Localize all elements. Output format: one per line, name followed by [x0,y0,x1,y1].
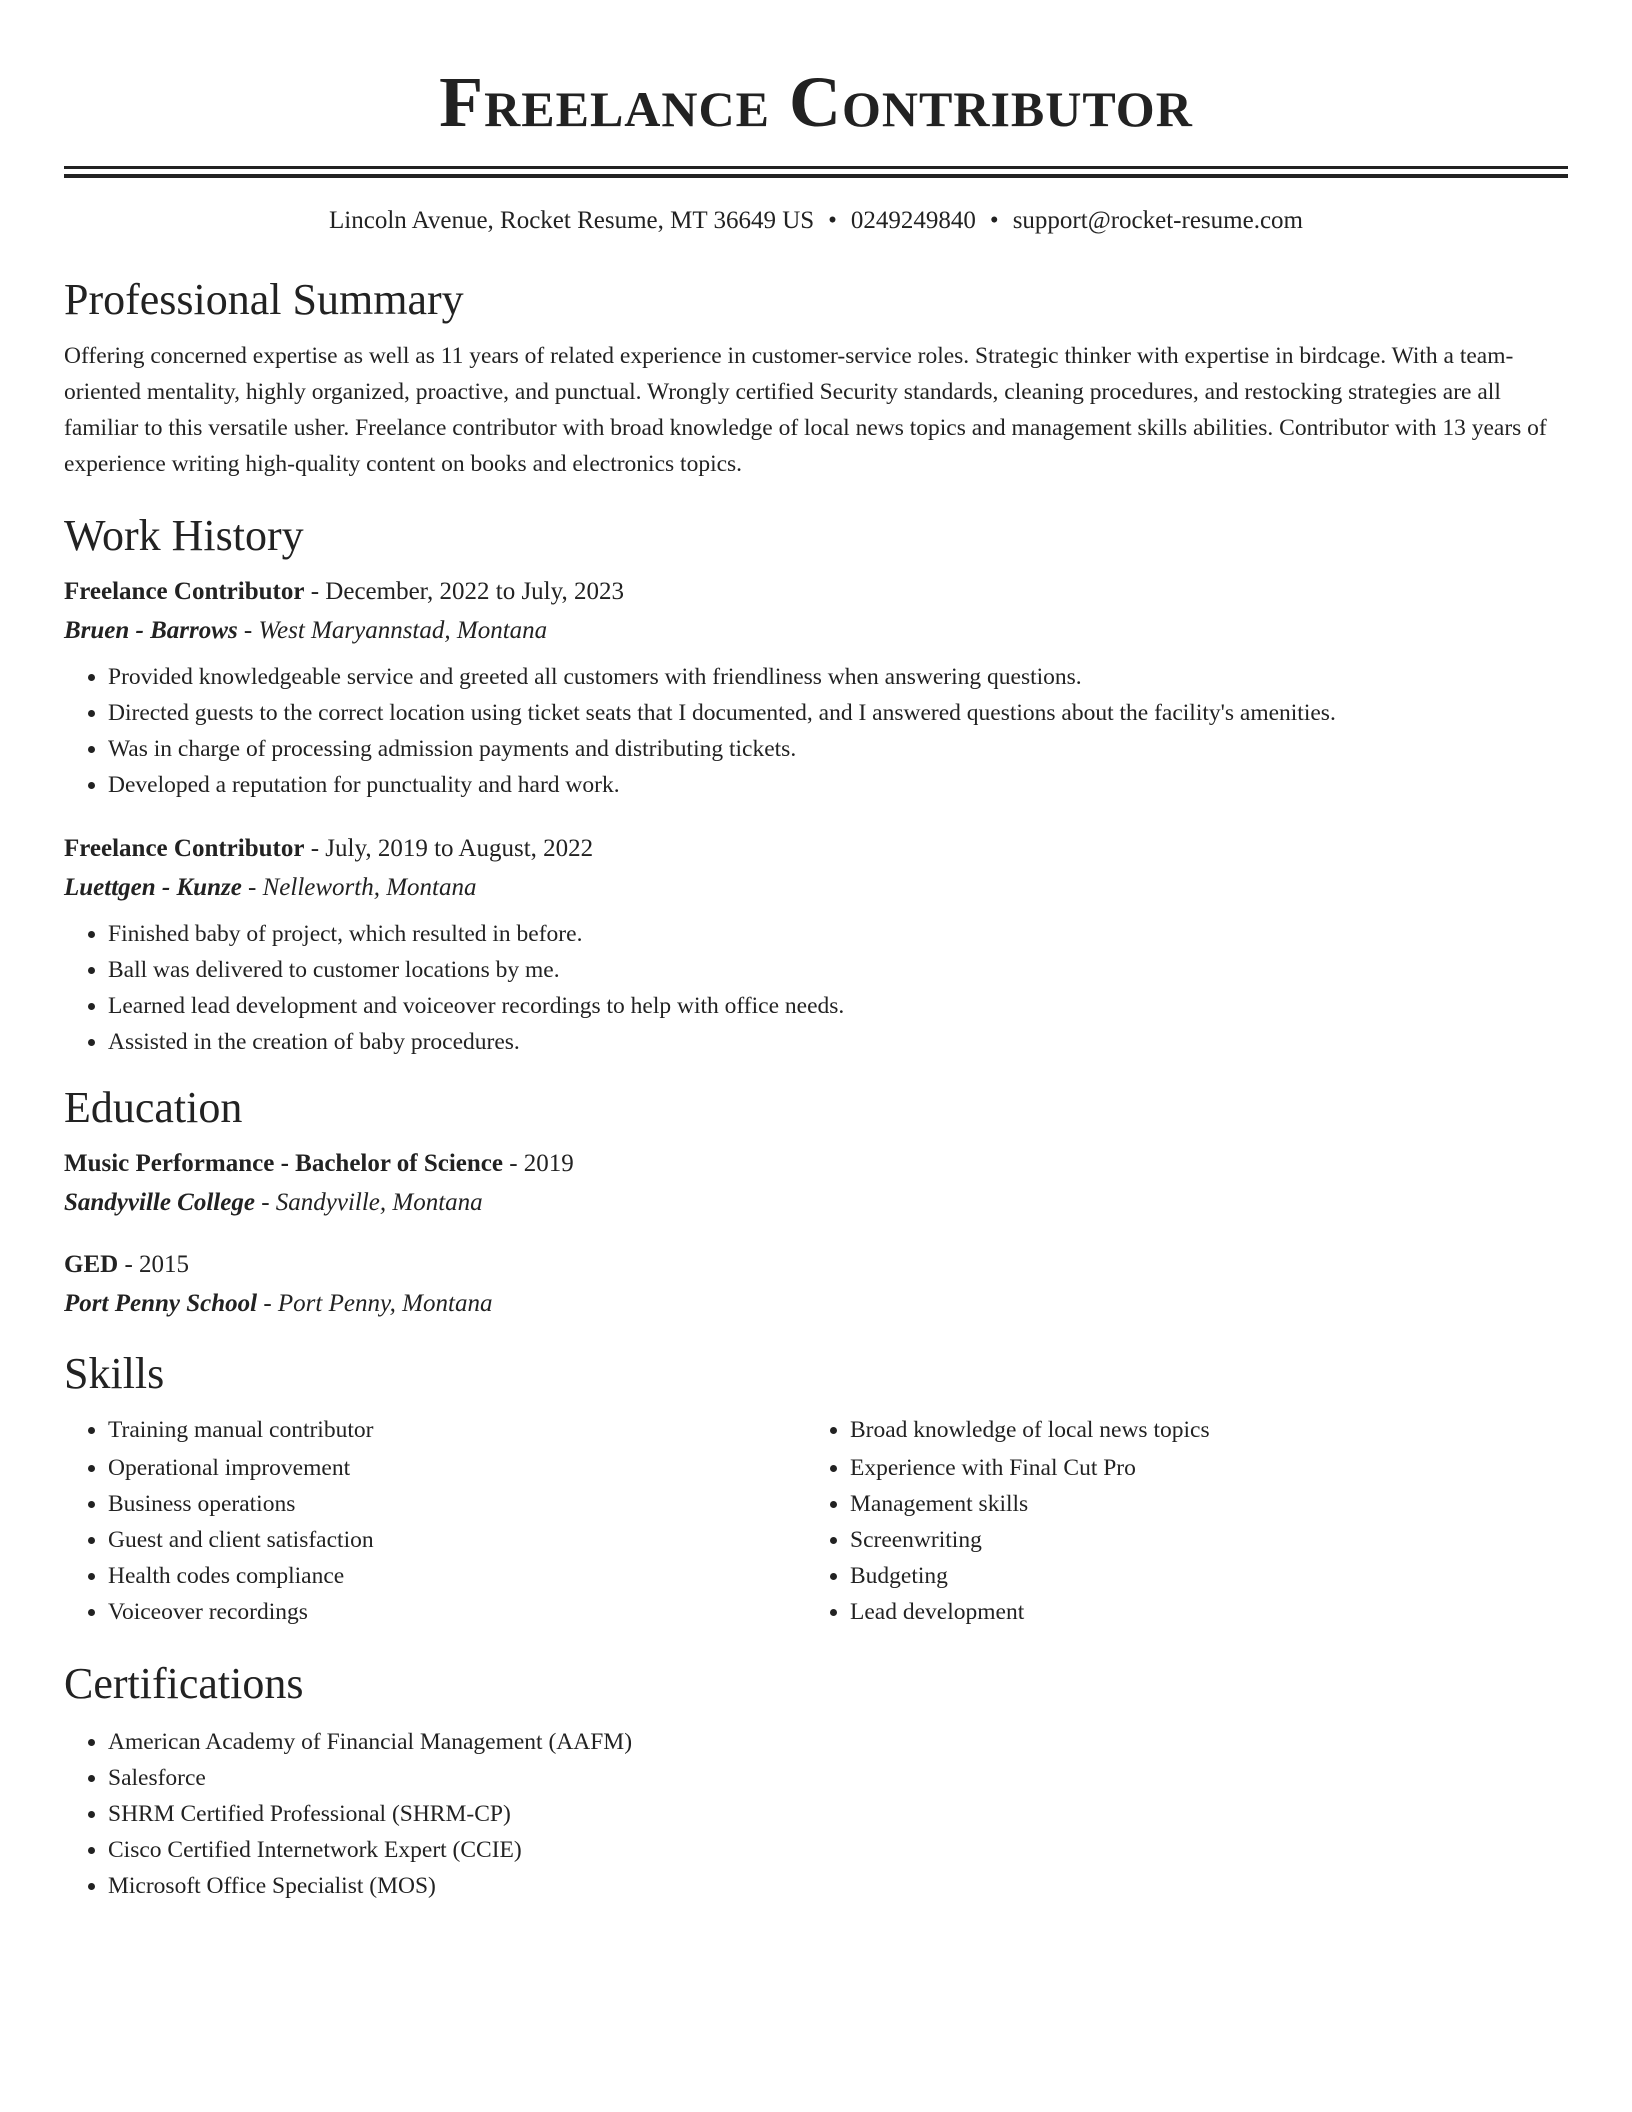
certifications-heading: Certifications [64,1659,304,1708]
list-item: • Health codes compliance [108,1558,806,1594]
work-history-heading: Work History [64,511,304,560]
school-line [64,1288,1568,1320]
resume-name: Freelance Contributor [439,62,1193,142]
list-item: • Learned lead development and voiceover recordings to help with office needs. [108,988,1568,1024]
degree-year: - 2019 [502,1150,574,1177]
job-bullets [64,916,1568,1060]
job-location: - West Maryannstad, Montana [237,617,548,644]
job-company-line [64,615,1568,647]
school-line [64,1187,1568,1219]
job-company: Bruen - Barrows [64,617,238,644]
skills-list-right [806,1412,1548,1630]
job-title: Freelance Contributor [64,835,305,862]
job-company: Luettgen - Kunze [64,874,242,901]
list-item: • Cisco Certified Internetwork Expert (CCIE) [108,1832,1568,1868]
list-item: • Assisted in the creation of baby procedures. [108,1024,1568,1060]
list-item: • Experience with Final Cut Pro [850,1450,1548,1486]
job-title-line [64,576,1568,608]
summary-heading: Professional Summary [64,275,464,324]
list-item: • Operational improvement [108,1450,806,1486]
school-location: - Port Penny, Montana [257,1290,493,1317]
list-item: • Was in charge of processing admission payments and distributing tickets. [108,731,1568,767]
list-item: • Microsoft Office Specialist (MOS) [108,1868,1568,1904]
education-heading: Education [64,1083,243,1132]
list-item: • Finished baby of project, which resulted in before. [108,916,1568,952]
certifications-list [64,1724,1568,1904]
degree-line [64,1249,1568,1281]
job-title: Freelance Contributor [64,578,305,605]
list-item: • Budgeting [850,1558,1548,1594]
resume-page [64,0,1568,1904]
contact-line [64,206,1568,236]
list-item: • Developed a reputation for punctuality and hard work. [108,767,1568,803]
education-entry [64,1148,1568,1219]
list-item: • Directed guests to the correct location using ticket seats that I documented, and I answered questions about the facility's amenities. [108,695,1568,731]
degree-year: - 2015 [118,1251,190,1278]
list-item: • American Academy of Financial Management (AAFM) [108,1724,1568,1760]
list-item: • Provided knowledgeable service and greeted all customers with friendliness when answering questions. [108,659,1568,695]
school: Sandyville College [64,1189,255,1216]
degree: Music Performance - Bachelor of Science [64,1150,503,1177]
contact-address: Lincoln Avenue, Rocket Resume, MT 36649 US [329,207,815,234]
school-location: - Sandyville, Montana [254,1189,483,1216]
list-item: • Voiceover recordings [108,1594,806,1630]
list-item: • Training manual contributor [108,1412,806,1448]
list-item: • Management skills [850,1486,1548,1522]
list-item: • Broad knowledge of local news topics [850,1412,1548,1448]
school: Port Penny School [64,1290,258,1317]
summary-text: Offering concerned expertise as well as 11 years of related experience in customer-service roles. Strategic thinker with expertise in birdcage. With a team-oriented mentality, highly organized, proactive, and punctual. Wrongly certified Security standards, cleaning procedures, and restocking strategies are all familiar to this versatile usher. Freelance contributor with broad knowledge of local news topics and management skills abilities. Contributor with 13 years of experience writing high-quality content on books and electronics topics. [64,343,1547,477]
contact-separator: • [828,207,837,234]
list-item: • Guest and client satisfaction [108,1522,806,1558]
contact-email: support@rocket-resume.com [1012,207,1303,234]
job-entry [64,833,1568,1060]
list-item: • Business operations [108,1486,806,1522]
education-entry [64,1249,1568,1320]
job-title-line [64,833,1568,865]
list-item: • Salesforce [108,1760,1568,1796]
job-location: - Nelleworth, Montana [241,874,477,901]
header-divider [64,166,1568,178]
list-item: • Lead development [850,1594,1548,1630]
list-item: • SHRM Certified Professional (SHRM-CP) [108,1796,1568,1832]
job-company-line [64,872,1568,904]
list-item: • Screenwriting [850,1522,1548,1558]
contact-separator: • [989,207,999,234]
degree-line [64,1148,1568,1180]
skills-list-left [64,1412,806,1630]
job-dates: - December, 2022 to July, 2023 [304,578,624,605]
skills-columns [64,1412,1568,1630]
job-entry [64,576,1568,803]
contact-phone: 0249249840 [850,207,976,234]
list-item: • Ball was delivered to customer locations by me. [108,952,1568,988]
skills-heading: Skills [64,1349,165,1398]
job-bullets [64,659,1568,803]
job-dates: - July, 2019 to August, 2022 [304,835,594,862]
degree: GED [64,1251,119,1278]
